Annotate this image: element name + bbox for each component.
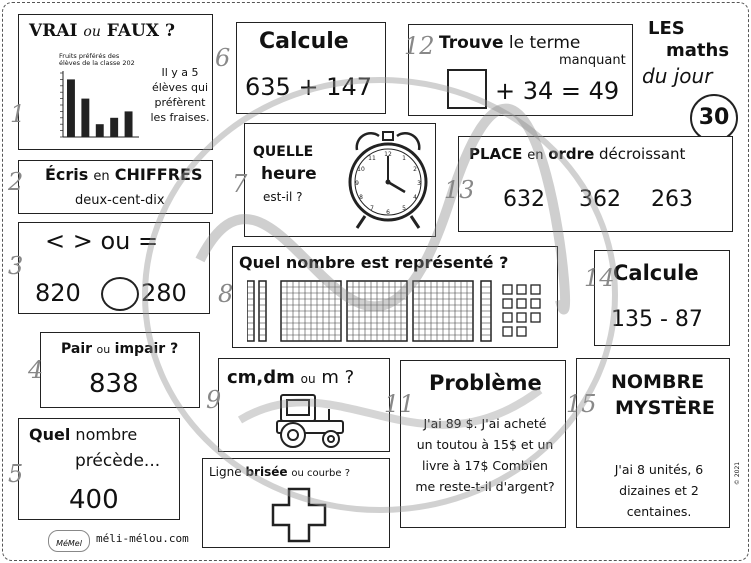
svg-text:6: 6: [386, 209, 390, 216]
q5-title-c: précède...: [75, 451, 161, 471]
svg-text:9: 9: [355, 180, 359, 187]
svg-text:4: 4: [413, 194, 417, 201]
q7-title-b: heure: [261, 164, 317, 184]
q2-number: 2: [8, 168, 24, 196]
q1-statement: Il y a 5 élèves qui préfèrent les fraises.: [150, 66, 210, 124]
q13-value-1: 632: [503, 187, 545, 212]
q1-title-c: FAUX ?: [106, 21, 175, 41]
q5-value: 400: [69, 485, 119, 515]
day-badge: [690, 94, 738, 142]
q7-title-c: est-il ?: [263, 190, 303, 204]
q1-bar-5: [125, 111, 133, 137]
title-block: [640, 18, 740, 138]
q6-title: Calcule: [259, 29, 349, 54]
card-vrai-faux: [18, 14, 213, 150]
footer-logo: [48, 530, 90, 552]
q4-title-c: impair ?: [114, 341, 179, 357]
q14-expression: 135 - 87: [611, 307, 703, 332]
q3-answer-circle: [101, 277, 139, 311]
card-trouve-terme: [408, 24, 633, 116]
q13-value-2: 362: [579, 187, 621, 212]
q2-title-c: CHIFFRES: [114, 165, 203, 184]
q3-symbols: < > ou =: [45, 227, 159, 255]
q13-title-a: PLACE: [469, 145, 523, 163]
svg-text:12: 12: [384, 151, 392, 158]
q3-right: 280: [141, 279, 187, 307]
q12-title-a: Trouve: [439, 33, 504, 53]
q13-number: 13: [444, 176, 475, 204]
q1-number: 1: [10, 100, 26, 128]
q13-title-b: en: [527, 148, 544, 163]
svg-text:5: 5: [402, 205, 406, 212]
q5-number: 5: [8, 460, 24, 488]
q12-number: 12: [404, 32, 435, 60]
q1-bar-2: [81, 99, 89, 137]
q15-title-b: MYSTÈRE: [615, 397, 715, 419]
card-cm-dm-m: [218, 358, 390, 452]
svg-text:1: 1: [402, 155, 406, 162]
q1-title-a: VRAI: [29, 21, 78, 41]
card-calcule-6: [236, 22, 386, 114]
q1-bar-1: [67, 79, 75, 137]
card-nombre-mystere: [576, 358, 730, 528]
q13-title-c: ordre: [548, 145, 595, 163]
q3-left: 820: [35, 279, 81, 307]
q4-number: 4: [28, 356, 44, 384]
card-precede: [18, 418, 180, 520]
q13-title-d: décroissant: [599, 145, 686, 163]
q6-number: 6: [215, 44, 231, 72]
q1-title-b: ou: [83, 24, 101, 40]
q15-title-a: NOMBRE: [611, 371, 705, 393]
q15-number: 15: [566, 390, 597, 418]
q12-blank-box: [447, 69, 487, 109]
q9-title-b: ou: [300, 372, 316, 386]
title-du-jour: du jour: [642, 64, 713, 88]
card-quelle-heure: [244, 123, 436, 237]
q8-title: Quel nombre est représenté ?: [239, 253, 509, 272]
q10-title-a: Ligne: [209, 465, 242, 479]
q10-title-b: brisée: [245, 465, 288, 479]
tractor-icon: [271, 391, 349, 449]
card-ecris-chiffres: [18, 160, 213, 214]
card-comparer: [18, 222, 210, 314]
q4-title-b: ou: [96, 343, 111, 356]
card-nombre-represente: [232, 246, 558, 348]
q9-title-c: m ?: [321, 367, 355, 388]
base-ten-blocks: [247, 279, 547, 345]
q2-title-b: en: [93, 169, 110, 184]
q5-title-a: Quel: [29, 425, 71, 444]
q12-title-c: manquant: [559, 53, 626, 68]
q3-number: 3: [8, 252, 24, 280]
q2-text: deux-cent-dix: [75, 193, 165, 208]
q12-title-b: le terme: [508, 33, 581, 53]
q1-bar-4: [110, 118, 118, 137]
q4-title-a: Pair: [61, 341, 93, 357]
title-les: LES: [648, 18, 685, 39]
svg-text:8: 8: [359, 194, 363, 201]
footer-logo-text: MéMel: [56, 539, 82, 548]
q4-value: 838: [89, 369, 139, 399]
alarm-clock-icon: [343, 126, 433, 234]
q1-bar-chart: [49, 69, 141, 141]
q7-number: 7: [232, 170, 248, 198]
q12-expression: + 34 = 49: [495, 77, 620, 105]
svg-text:3: 3: [417, 180, 421, 187]
footer-website[interactable]: méli-mélou.com: [96, 532, 189, 545]
svg-text:7: 7: [370, 205, 374, 212]
q1-bar-3: [96, 124, 104, 137]
side-code: © 2021: [734, 461, 742, 486]
q7-title-a: QUELLE: [253, 144, 314, 160]
svg-text:11: 11: [368, 155, 376, 162]
q15-text: J'ai 8 unités, 6 dizaines et 2 centaines.: [614, 462, 704, 519]
q13-value-3: 263: [651, 187, 693, 212]
title-maths: maths: [666, 40, 730, 61]
q10-title-c: ou courbe ?: [291, 468, 351, 479]
card-place-ordre: [458, 136, 733, 232]
q11-title: Problème: [429, 371, 542, 395]
cross-shape: [271, 487, 327, 543]
q8-number: 8: [218, 280, 234, 308]
card-probleme: [400, 360, 566, 528]
q11-number: 11: [384, 390, 415, 418]
svg-text:10: 10: [357, 166, 365, 173]
card-ligne: [202, 458, 390, 548]
card-pair-impair: [40, 332, 200, 408]
q14-title: Calcule: [613, 261, 699, 285]
q9-number: 9: [206, 386, 222, 414]
q9-title-a: cm,dm: [227, 367, 295, 388]
day-number: 30: [698, 105, 730, 130]
q2-title-a: Écris: [45, 165, 89, 184]
q14-number: 14: [584, 264, 615, 292]
svg-text:2: 2: [413, 166, 417, 173]
q6-expression: 635 + 147: [245, 73, 372, 101]
q5-title-b: nombre: [75, 425, 138, 444]
q1-chart-caption: Fruits préférés des élèves de la classe 202: [59, 52, 135, 67]
q11-text: J'ai 89 $. J'ai acheté un toutou à 15$ et un livre à 17$ Combien me reste-t-il d'argent?: [415, 416, 555, 494]
